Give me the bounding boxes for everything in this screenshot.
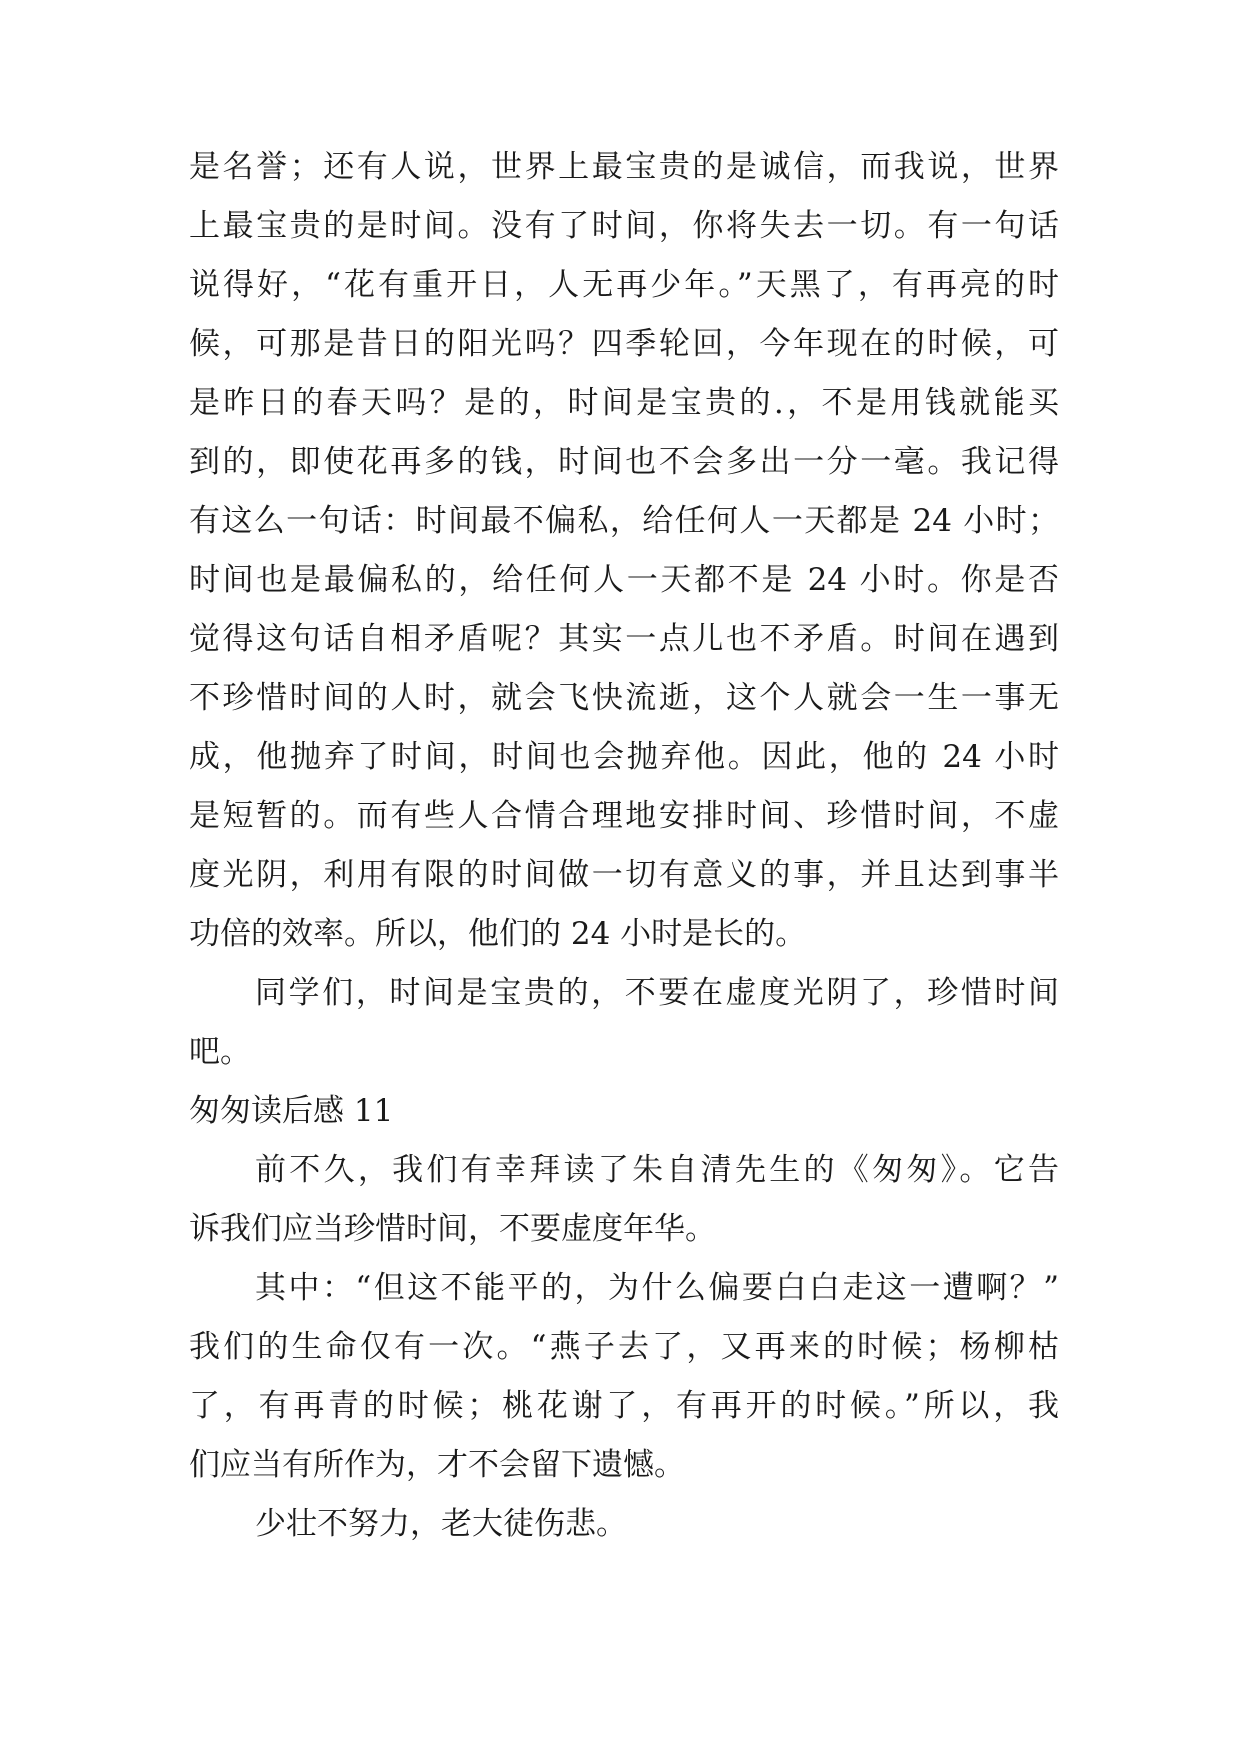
text-line: 少壮不努力，老大徒伤悲。 [255, 1506, 627, 1542]
paragraph [189, 964, 1059, 1082]
section-heading [189, 1082, 1059, 1141]
text-line: 我们的生命仅有一次。“燕子去了，又再来的时候；杨柳枯 [189, 1329, 1059, 1365]
text-line: 是短暂的。而有些人合情合理地安排时间、珍惜时间，不虚 [189, 798, 1059, 834]
paragraph [189, 1141, 1059, 1259]
text-line: 说得好，“花有重开日，人无再少年。”天黑了，有再亮的时 [189, 267, 1059, 303]
text-line: 是昨日的春天吗？是的，时间是宝贵的.，不是用钱就能买 [189, 385, 1059, 421]
text-line: 到的，即使花再多的钱，时间也不会多出一分一毫。我记得 [189, 444, 1059, 480]
text-line: 同学们，时间是宝贵的，不要在虚度光阴了，珍惜时间 [255, 975, 1059, 1011]
text-line: 度光阴，利用有限的时间做一切有意义的事，并且达到事半 [189, 857, 1059, 893]
text-line: 时间也是最偏私的，给任何人一天都不是 24 小时。你是否 [189, 562, 1059, 598]
paragraph [189, 138, 1059, 964]
paragraph [189, 1259, 1059, 1495]
text-line: 其中：“但这不能平的，为什么偏要白白走这一遭啊？” [255, 1270, 1059, 1306]
text-line: 成，他抛弃了时间，时间也会抛弃他。因此，他的 24 小时 [189, 739, 1059, 775]
document-body [189, 138, 1059, 1554]
text-line: 觉得这句话自相矛盾呢？其实一点儿也不矛盾。时间在遇到 [189, 621, 1059, 657]
text-line: 功倍的效率。所以，他们的 24 小时是长的。 [189, 916, 807, 952]
text-line: 前不久，我们有幸拜读了朱自清先生的《匆匆》。它告 [255, 1152, 1059, 1188]
text-line: 了，有再青的时候；桃花谢了，有再开的时候。”所以，我 [189, 1388, 1059, 1424]
text-line: 上最宝贵的是时间。没有了时间，你将失去一切。有一句话 [189, 208, 1059, 244]
heading-text: 匆匆读后感 11 [189, 1093, 394, 1129]
text-line: 不珍惜时间的人时，就会飞快流逝，这个人就会一生一事无 [189, 680, 1059, 716]
paragraph [189, 1495, 1059, 1554]
text-line: 们应当有所作为，才不会留下遗憾。 [189, 1447, 685, 1483]
text-line: 有这么一句话：时间最不偏私，给任何人一天都是 24 小时； [189, 503, 1059, 539]
text-line: 候，可那是昔日的阳光吗？四季轮回，今年现在的时候，可 [189, 326, 1059, 362]
text-line: 是名誉；还有人说，世界上最宝贵的是诚信，而我说，世界 [189, 149, 1059, 185]
text-line: 吧。 [189, 1034, 251, 1070]
text-line: 诉我们应当珍惜时间，不要虚度年华。 [189, 1211, 716, 1247]
